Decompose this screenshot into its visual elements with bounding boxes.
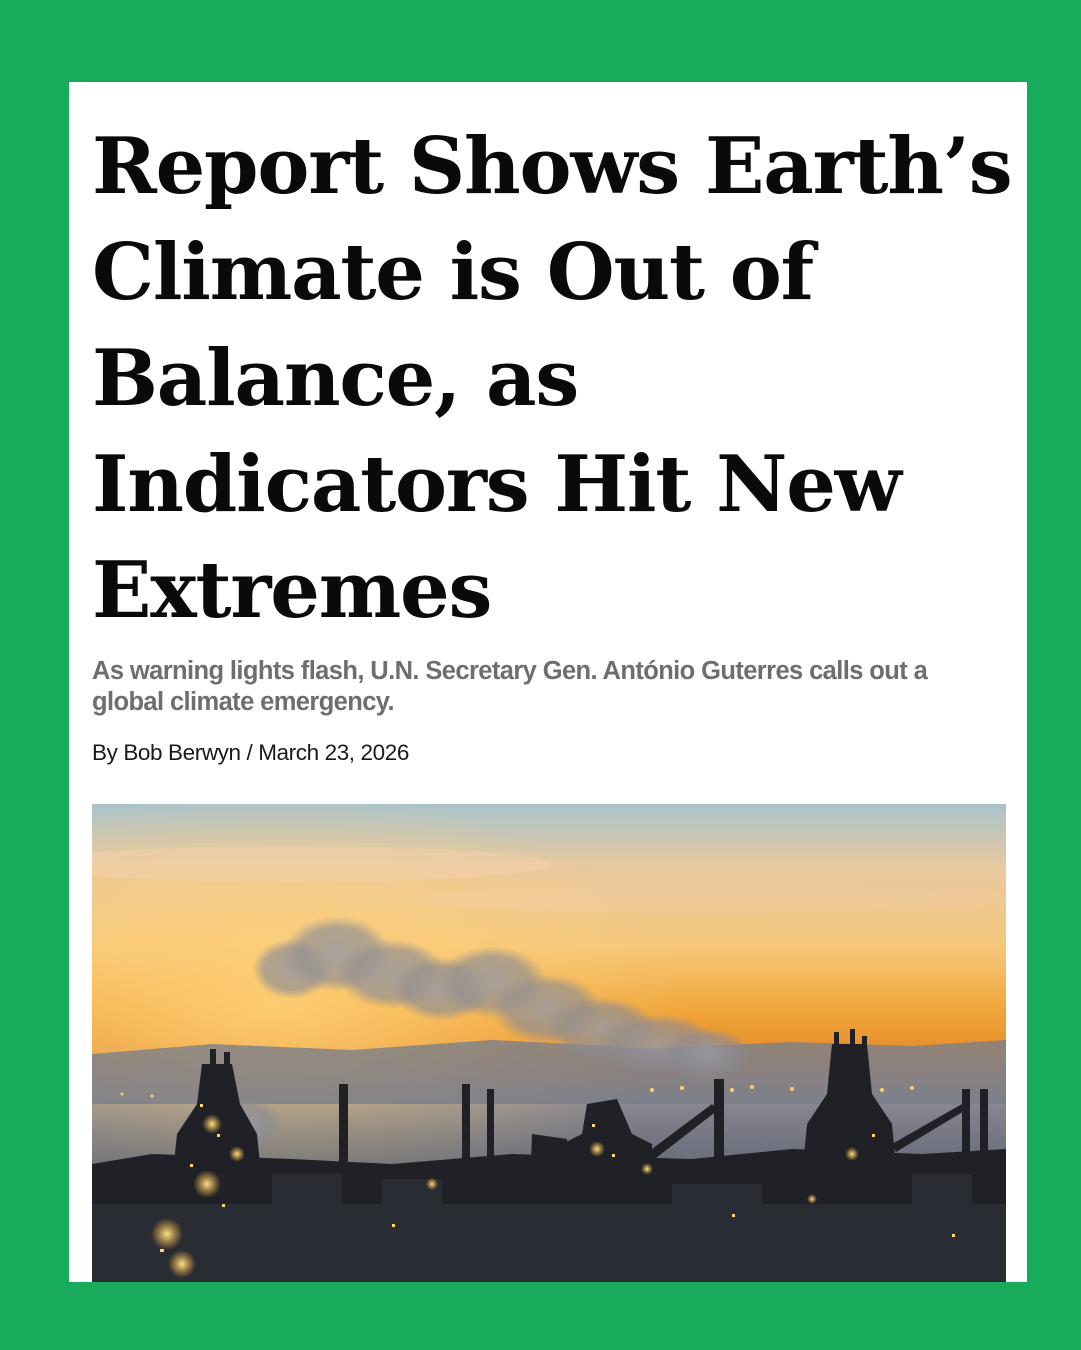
article-byline xyxy=(92,738,409,768)
byline-prefix: By xyxy=(92,740,118,765)
publish-date: March 23, 2026 xyxy=(258,740,409,765)
byline-separator: / xyxy=(246,740,253,765)
article-card xyxy=(69,82,1027,1282)
article-dek: As warning lights flash, U.N. Secretary Gen. António Guterres calls out a global climate emergency. xyxy=(92,657,928,716)
author-name: Bob Berwyn xyxy=(123,740,241,765)
hero-image-industrial-sunset xyxy=(92,804,1006,1282)
article-headline: Report Shows Earth’s Climate is Out of Balance, as Indicators Hit New Extremes xyxy=(92,121,1012,636)
